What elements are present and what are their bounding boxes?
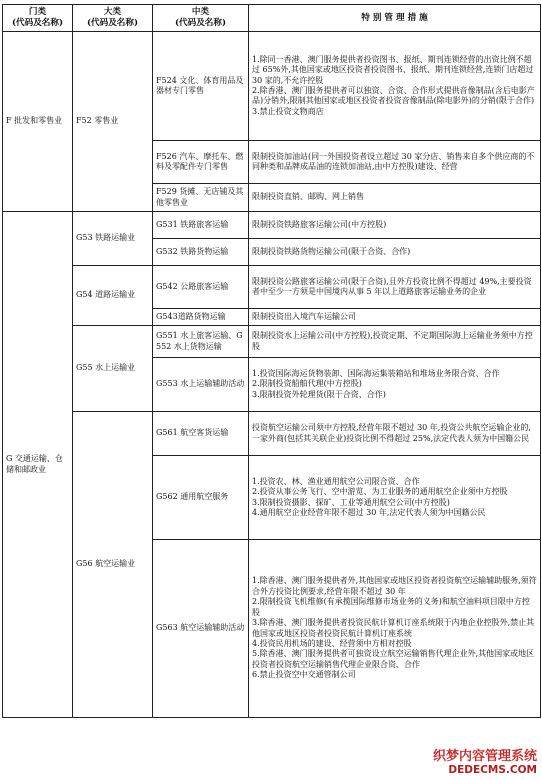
measures-cell: 限制投资加油站(同一外国投资者设立超过 30 家分店、销售来自多个供应商的不同种类和品牌成品油的连锁加油站,由中方控股)建设、经营 — [249, 141, 541, 184]
measures-cell: 限制投资出入境汽车运输公司 — [249, 309, 541, 326]
major-category-cell: F52 零售业 — [73, 32, 153, 212]
mid-category-cell: G543道路货物运输 — [153, 309, 249, 326]
mid-category-cell: G542 公路旅客运输 — [153, 266, 249, 309]
mid-category-cell: G532 铁路货物运输 — [153, 239, 249, 266]
measures-cell: 限制投资铁路货物运输公司(限于合资、合作) — [249, 239, 541, 266]
mid-category-cell: F526 汽车、摩托车、燃料及零配件专门零售 — [153, 141, 249, 184]
table-row — [3, 326, 541, 358]
mid-category-cell: G531 铁路旅客运输 — [153, 212, 249, 239]
measures-cell: 限制投资直销、邮购、网上销售 — [249, 184, 541, 212]
mid-category-cell: G562 通用航空服务 — [153, 456, 249, 540]
special-management-measures-table — [2, 4, 541, 718]
mid-category-cell: G553 水上运输辅助活动 — [153, 358, 249, 412]
header-category: 门类 (代码及名称) — [3, 5, 73, 32]
watermark-line1: 织梦内容管理系统 — [432, 749, 537, 764]
major-category-cell: G53 铁路运输业 — [73, 212, 153, 266]
mid-category-cell: G563 航空运输辅助活动 — [153, 540, 249, 718]
table-row — [3, 266, 541, 309]
major-category-cell: G56 航空运输业 — [73, 412, 153, 718]
table-row — [3, 412, 541, 456]
measures-cell: 投资航空运输公司须中方控股,经营年限不超过 30 年,投资公共航空运输企业的,一家外商(包括其关联企业)投资比例不得超过 25%,法定代表人须为中国籍公民 — [249, 412, 541, 456]
table-row — [3, 212, 541, 239]
major-category-cell: G54 道路运输业 — [73, 266, 153, 326]
category-cell: F 批发和零售业 — [3, 32, 73, 212]
measures-cell: 1.除香港、澳门服务提供者外,其他国家或地区投资者投资航空运输辅助服务,须符合外方投资比例要求,经营年限不超过 30 年 2.限制投资飞机维修(有承揽国际维修市场业务的义务)和航空油料项目限中方控股 3.除香港、澳门服务提供者投资民航计算机订座系统限于内地企业控股外,禁止其他国家或地区投资者投资民航计算机订座系统 4.投资民用机场的建设、经营须中方相对控股 5.除香港、澳门服务提供者可独资设立航空运输销售代理企业外,其他国家或地区投资者投资航空运输销售代理企业限合资、合作 6.禁止投资空中交通管制公司 — [249, 540, 541, 718]
category-cell: G 交通运输、仓储和邮政业 — [3, 212, 73, 718]
mid-category-cell: F524 文化、体育用品及器材专门零售 — [153, 32, 249, 141]
watermark-logo — [431, 749, 539, 777]
measures-cell: 限制投资铁路旅客运输公司(中方控股) — [249, 212, 541, 239]
header-measures: 特 别 管 理 措 施 — [249, 5, 541, 32]
measures-cell: 1.除同一香港、澳门服务提供者投资图书、报纸、期刊连锁经营的出资比例不超过 65%外,其他国家或地区投资者投资图书、报纸、期刊连锁经营,连锁门店超过 30 家的,不允许控股 2.除香港、澳门服务提供者可以独资、合资、合作形式提供音像制品(含后电影产品)分销外,限制其他国家或地区投资者投资音像制品(除电影外)的分销(限于合作) 3.禁止投资文物商店 — [249, 32, 541, 141]
table-row — [3, 32, 541, 141]
major-category-cell: G55 水上运输业 — [73, 326, 153, 412]
header-row — [3, 5, 541, 32]
measures-cell: 限制投资公路旅客运输公司(限于合资),且外方投资比例不得超过 49%,主要投资者中至少一方须是中国境内从事 5 年以上道路旅客运输业务的企业 — [249, 266, 541, 309]
header-major-category: 大类 (代码及名称) — [73, 5, 153, 32]
measures-cell: 1.投资国际海运货物装卸、国际海运集装箱站和堆场业务限合资、合作 2.限制投资船舶代理(中方控股) 3.限制投资外轮理货(限于合资、合作) — [249, 358, 541, 412]
mid-category-cell: G561 航空客货运输 — [153, 412, 249, 456]
mid-category-cell: F529 货摊、无店铺及其他零售业 — [153, 184, 249, 212]
header-mid-category: 中类 (代码及名称) — [153, 5, 249, 32]
measures-cell: 1.投资农、林、渔业通用航空公司限合资、合作 2.投资从事公务飞行、空中游览、为工业服务的通用航空企业须中方控股 3.限制投资摄影、探矿、工业等通用航空公司(中方控股) 4.通用航空企业经营年限不超过 30 年,法定代表人须为中国籍公民 — [249, 456, 541, 540]
watermark-line2: DEDECMS.COM — [448, 764, 537, 776]
measures-cell: 限制投资水上运输公司(中方控股),投资定期、不定期国际海上运输业务须中方控股 — [249, 326, 541, 358]
mid-category-cell: G551 水上旅客运输、G552 水上货物运输 — [153, 326, 249, 358]
